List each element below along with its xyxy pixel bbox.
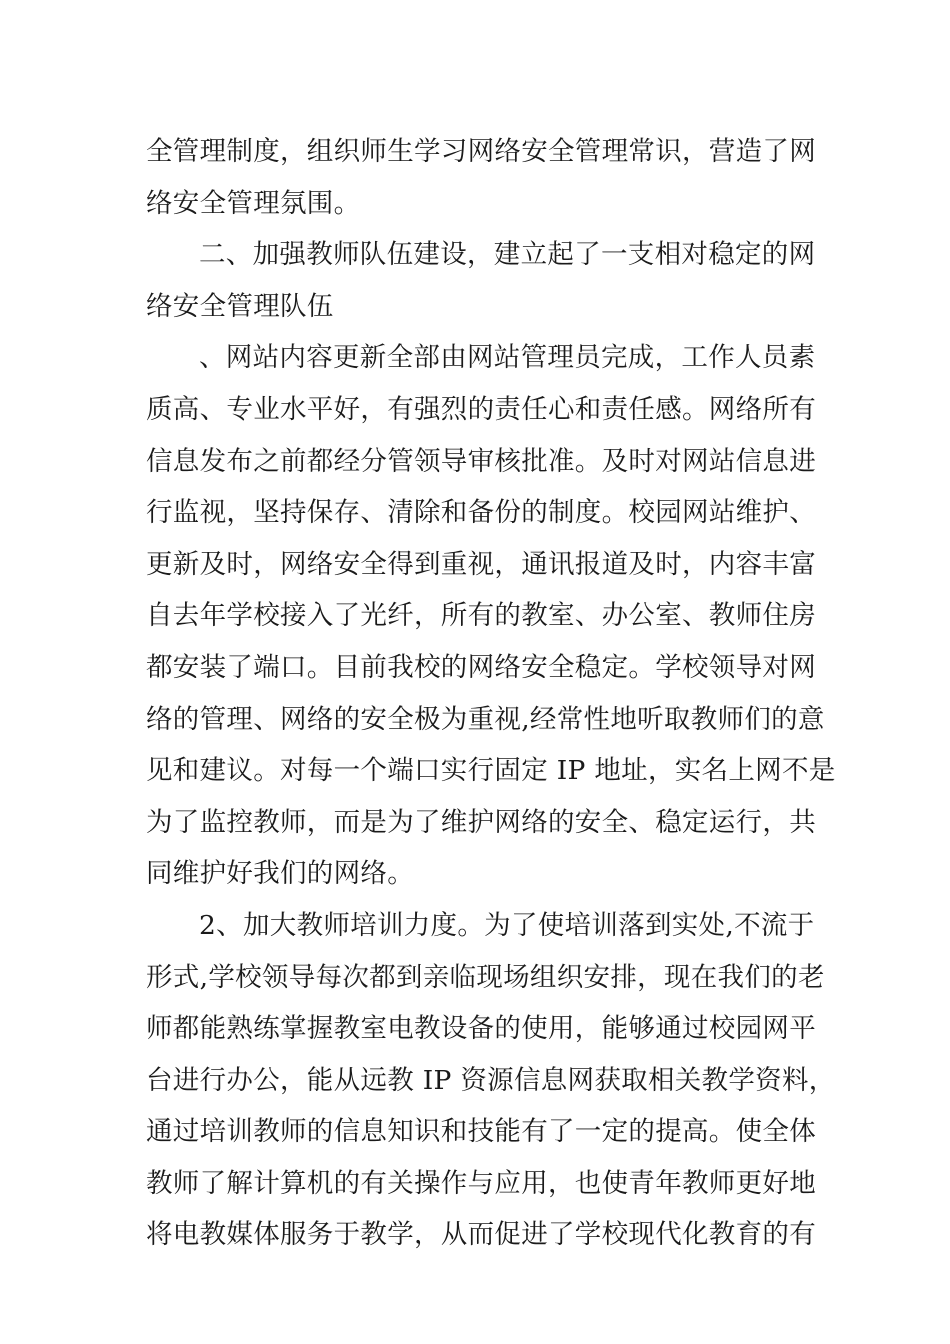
section-heading-continued: 络安全管理队伍	[146, 290, 334, 322]
text-line: 将电教媒体服务于教学，从而促进了学校现代化教育的有	[146, 1219, 816, 1251]
text-line: 同维护好我们的网络。	[146, 858, 414, 890]
text-line: 质高、专业水平好，有强烈的责任心和责任感。网络所有	[146, 393, 816, 425]
section-heading: 二、加强教师队伍建设，建立起了一支相对稳定的网	[199, 239, 816, 271]
text-line: 师都能熟练掌握教室电教设备的使用，能够通过校园网平	[146, 1013, 816, 1045]
text-line: 自去年学校接入了光纤，所有的教室、办公室、教师住房	[146, 600, 816, 632]
text-line: 教师了解计算机的有关操作与应用，也使青年教师更好地	[146, 1167, 816, 1199]
text-line: 络的管理、网络的安全极为重视,经常性地听取教师们的意	[146, 703, 825, 735]
text-line: 见和建议。对每一个端口实行固定 IP 地址，实名上网不是	[146, 755, 836, 787]
text-line: 行监视，坚持保存、清除和备份的制度。校园网站维护、	[146, 497, 816, 529]
text-line: 都安装了端口。目前我校的网络安全稳定。学校领导对网	[146, 651, 816, 683]
text-line: 全管理制度，组织师生学习网络安全管理常识，营造了网	[146, 136, 816, 167]
text-line: 为了监控教师，而是为了维护网络的安全、稳定运行，共	[146, 806, 816, 838]
paragraph-start: 2、加大教师培训力度。为了使培训落到实处,不流于	[199, 909, 815, 941]
text-line: 通过培训教师的信息知识和技能有了一定的提高。使全体	[146, 1116, 816, 1148]
text-line: 更新及时，网络安全得到重视，通讯报道及时，内容丰富	[146, 548, 816, 580]
text-line: 信息发布之前都经分管领导审核批准。及时对网站信息进	[146, 445, 816, 477]
document-body	[146, 126, 836, 1261]
text-line: 络安全管理氛围。	[146, 187, 361, 219]
text-line: 形式,学校领导每次都到亲临现场组织安排，现在我们的老	[146, 961, 825, 993]
text-line: 台进行办公，能从远教 IP 资源信息网获取相关教学资料，	[146, 1064, 836, 1096]
paragraph-start: 、网站内容更新全部由网站管理员完成，工作人员素	[199, 342, 816, 374]
